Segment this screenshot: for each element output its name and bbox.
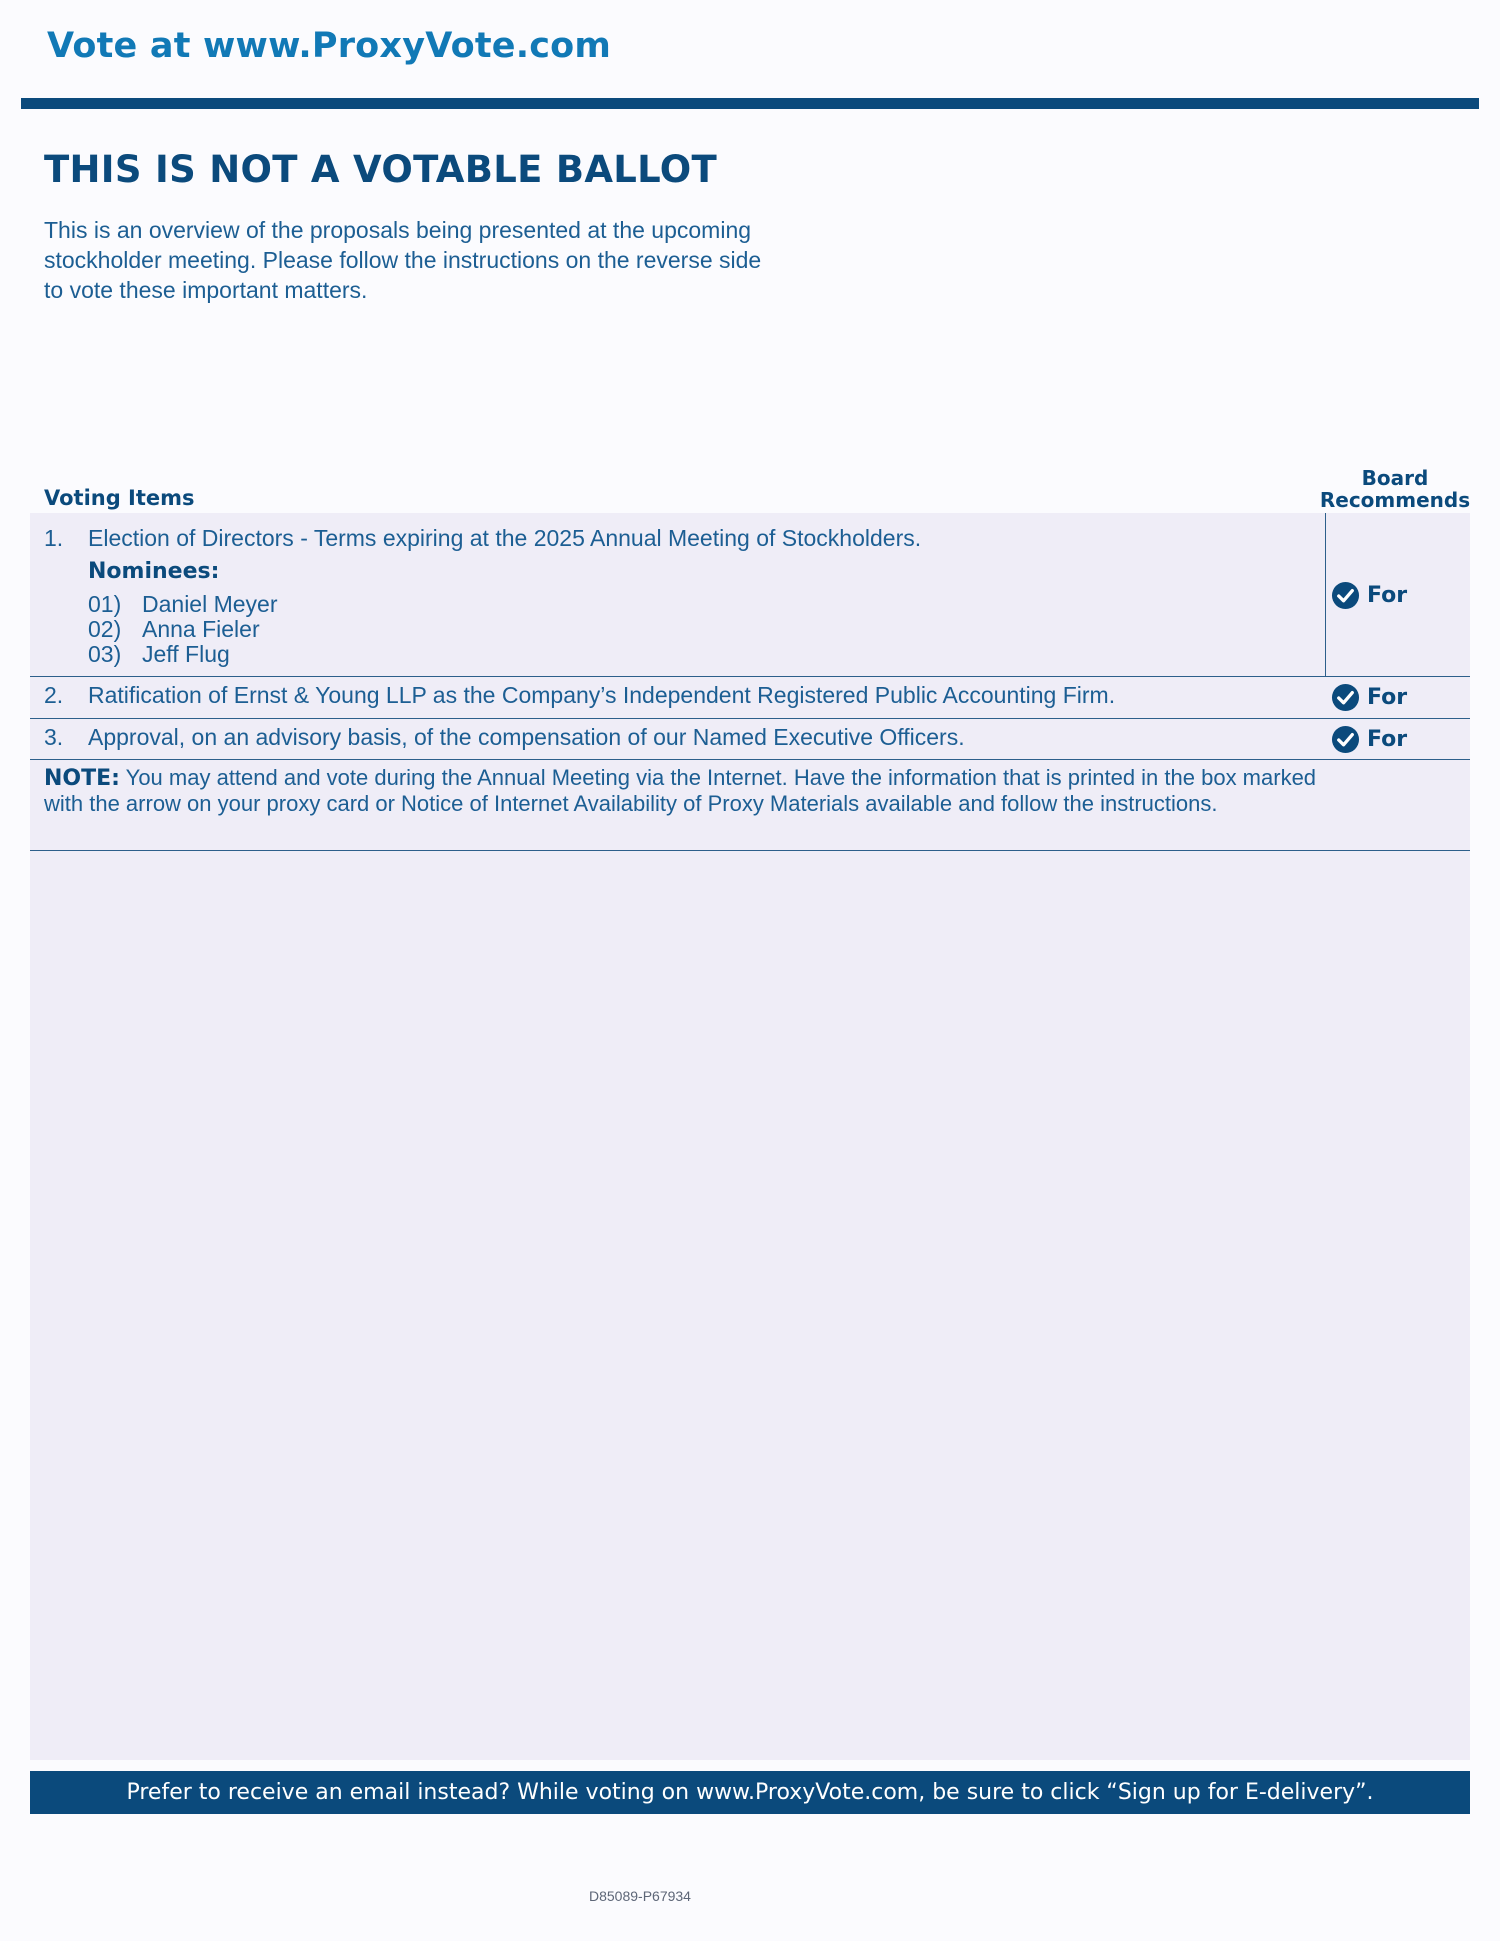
e-delivery-banner: Prefer to receive an email instead? While voting on www.ProxyVote.com, be sure to click “Sign up for E-delivery”. [30,1771,1470,1814]
board-recommends-header-line1: Board [1361,466,1429,490]
board-recommends-header [1318,467,1472,511]
intro-text: This is an overview of the proposals being presented at the upcoming stockholder meeting. Please follow the instructions on the reverse side to vote these important matters. [44,217,762,303]
item-2-number: 2. [44,682,64,708]
item-1-recommendation [1331,580,1407,610]
item-3-recommendation-label: For [1367,726,1408,752]
nominees-label: Nominees: [88,559,220,584]
nominee-2-name: Anna Fieler [142,616,260,642]
row-divider [30,850,1470,851]
nominee-1 [88,592,278,617]
row-divider [30,676,1470,677]
item-1-recommendation-label: For [1367,582,1408,608]
proxyvote-link[interactable]: Vote at www.ProxyVote.com [47,26,612,66]
row-divider [30,718,1470,719]
voting-items-header: Voting Items [44,486,195,510]
item-2-text: Ratification of Ernst & Young LLP as the Company’s Independent Registered Public Accounting Firm. [88,682,1116,708]
board-recommends-header-line2: Recommends [1319,488,1471,512]
document-code: D85089-P67934 [589,1888,691,1904]
item-3-recommendation [1331,724,1407,754]
nominee-3-name: Jeff Flug [142,641,230,667]
nominee-3 [88,642,230,667]
item-2-recommendation-label: For [1367,684,1408,710]
item-3-number: 3. [44,724,64,750]
check-circle-icon [1331,725,1360,754]
item-1-text: Election of Directors - Terms expiring at the 2025 Annual Meeting of Stockholders. [88,525,922,551]
nominee-3-number: 03) [88,641,122,667]
item-2-recommendation [1331,682,1407,712]
page-title: THIS IS NOT A VOTABLE BALLOT [44,148,717,191]
item-3-text: Approval, on an advisory basis, of the compensation of our Named Executive Officers. [88,724,965,750]
note-label: NOTE: [44,766,120,791]
item-1-number: 1. [44,525,64,551]
row-divider [30,759,1470,760]
check-circle-icon [1331,683,1360,712]
meeting-note [44,765,1344,816]
check-circle-icon [1331,581,1360,610]
header-rule [21,98,1479,109]
nominee-1-name: Daniel Meyer [142,591,278,617]
column-divider [1325,513,1326,676]
nominee-1-number: 01) [88,591,122,617]
note-text: You may attend and vote during the Annual Meeting via the Internet. Have the information that is printed in the box marked with the arrow on your proxy card or Notice of Internet Availability of Proxy Materials available and follow the instructions. [44,765,1317,816]
nominee-2 [88,617,260,642]
nominee-2-number: 02) [88,616,122,642]
